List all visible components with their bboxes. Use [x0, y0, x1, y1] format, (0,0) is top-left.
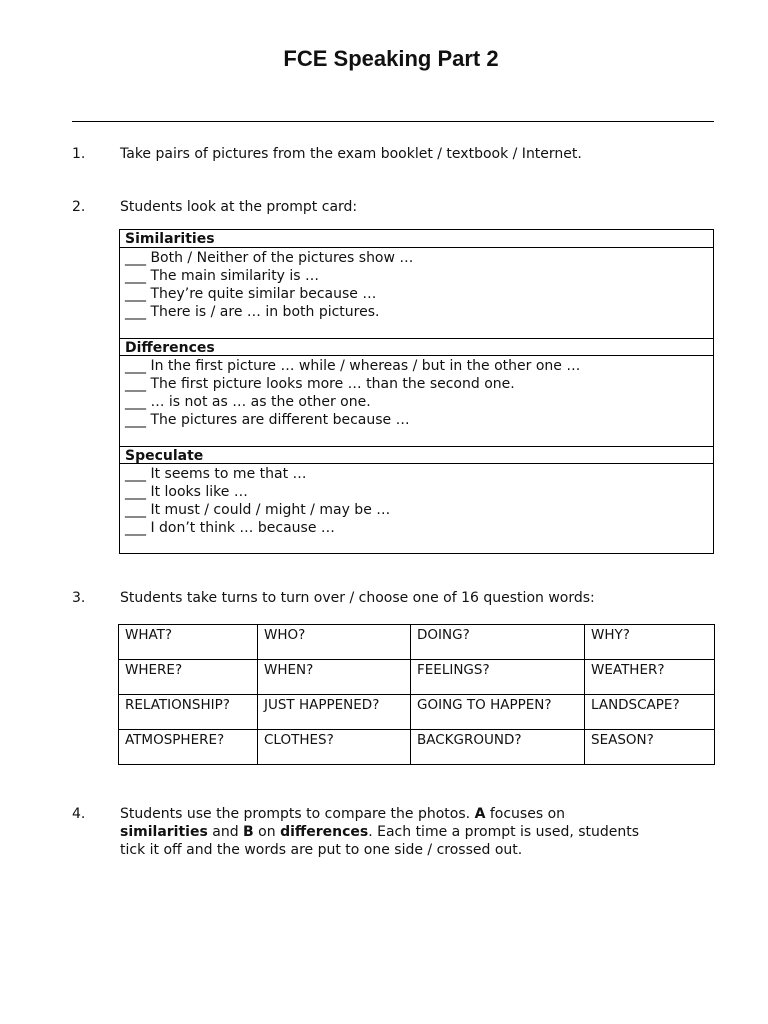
question-word-cell: BACKGROUND? [411, 730, 585, 765]
question-word-cell: ATMOSPHERE? [119, 730, 258, 765]
question-word-cell: WHY? [585, 625, 715, 660]
step-text [120, 805, 720, 859]
step-text-bold: B [243, 824, 254, 840]
prompt-line: ___ In the first picture … while / whereas / but in the other one … [125, 358, 581, 374]
step-text-part: Students use the prompts to compare the photos. [120, 806, 475, 822]
question-word-cell: CLOTHES? [258, 730, 411, 765]
page-title: FCE Speaking Part 2 [283, 46, 499, 71]
prompt-card [119, 229, 714, 554]
prompt-line: ___ I don’t think … because … [125, 520, 335, 536]
prompt-lines-similarities [125, 249, 705, 321]
prompt-lines-differences [125, 357, 705, 429]
prompt-line: ___ Both / Neither of the pictures show … [125, 250, 414, 266]
step-number: 4. [72, 806, 86, 822]
question-words-table [118, 624, 715, 765]
question-word-cell: WHAT? [119, 625, 258, 660]
prompt-heading-similarities: Similarities [120, 230, 713, 248]
step-text-part: tick it off and the words are put to one side / crossed out. [120, 842, 523, 858]
prompt-heading-speculate: Speculate [120, 446, 713, 464]
step-text-part: focuses on [485, 806, 566, 822]
table-row [119, 730, 715, 765]
step-text: Students take turns to turn over / choose one of 16 question words: [120, 590, 595, 606]
prompt-line: ___ It seems to me that … [125, 466, 307, 482]
question-word-cell: DOING? [411, 625, 585, 660]
step-text-part: . Each time a prompt is used, students [368, 824, 640, 840]
question-word-cell: GOING TO HAPPEN? [411, 695, 585, 730]
prompt-heading-differences: Differences [120, 338, 713, 356]
question-word-cell: WHEN? [258, 660, 411, 695]
prompt-lines-speculate [125, 465, 705, 537]
question-word-cell: WHO? [258, 625, 411, 660]
prompt-line: ___ The pictures are different because … [125, 412, 410, 428]
question-word-cell: WEATHER? [585, 660, 715, 695]
table-row [119, 660, 715, 695]
step-number: 1. [72, 146, 86, 162]
table-row [119, 625, 715, 660]
prompt-line: ___ … is not as … as the other one. [125, 394, 371, 410]
step-text-bold: A [474, 806, 486, 822]
prompt-line: ___ It looks like … [125, 484, 248, 500]
step-number: 3. [72, 590, 86, 606]
step-text: Students look at the prompt card: [120, 199, 358, 215]
title-divider [72, 121, 714, 122]
question-word-cell: JUST HAPPENED? [258, 695, 411, 730]
step-text-part: and [207, 824, 244, 840]
step-text-bold: similarities [120, 824, 208, 840]
step-text-part: on [253, 824, 281, 840]
prompt-line: ___ They’re quite similar because … [125, 286, 377, 302]
prompt-line: ___ The first picture looks more … than the second one. [125, 376, 515, 392]
prompt-line: ___ The main similarity is … [125, 268, 320, 284]
question-word-cell: SEASON? [585, 730, 715, 765]
prompt-line: ___ There is / are … in both pictures. [125, 304, 380, 320]
question-word-cell: FEELINGS? [411, 660, 585, 695]
question-word-cell: RELATIONSHIP? [119, 695, 258, 730]
table-row [119, 695, 715, 730]
question-word-cell: WHERE? [119, 660, 258, 695]
step-number: 2. [72, 199, 86, 215]
step-text-bold: differences [280, 824, 369, 840]
step-text: Take pairs of pictures from the exam booklet / textbook / Internet. [120, 146, 582, 162]
prompt-line: ___ It must / could / might / may be … [125, 502, 391, 518]
question-word-cell: LANDSCAPE? [585, 695, 715, 730]
